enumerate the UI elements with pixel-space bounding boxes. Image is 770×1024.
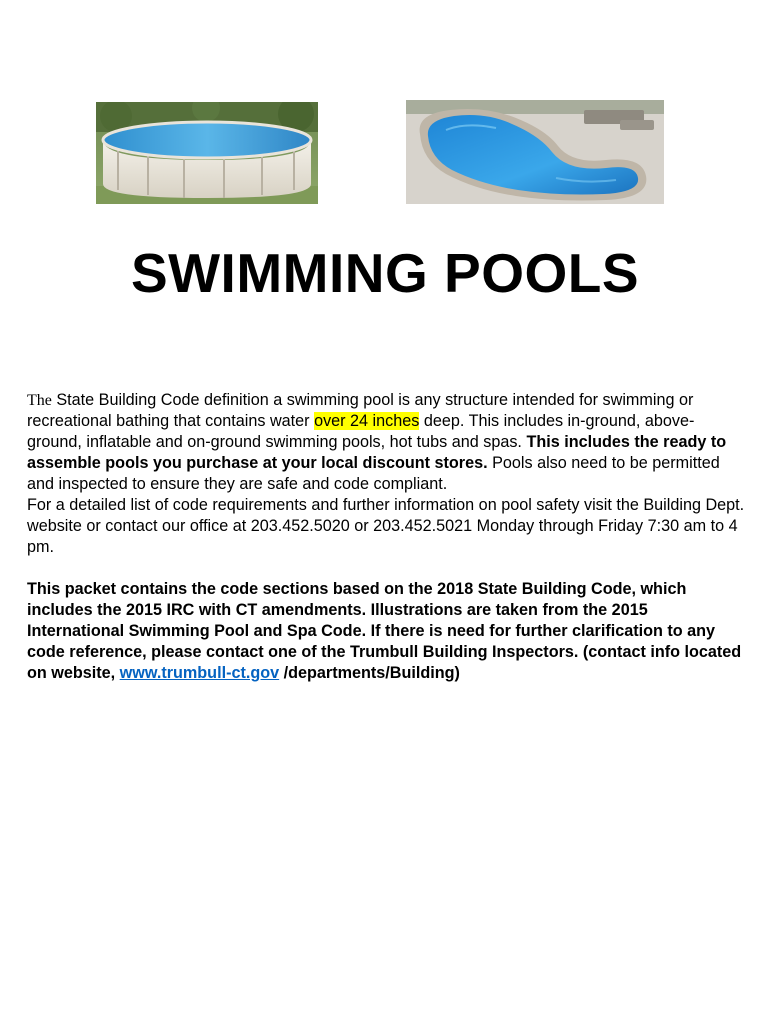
page-title: SWIMMING POOLS: [130, 242, 640, 304]
intro-text-3: Pools also need to be permitted and inspected to ensure they are safe and code compliant.: [27, 454, 720, 493]
above-ground-pool-photo: [96, 102, 318, 204]
body-text: [27, 390, 747, 684]
intro-paragraph: [27, 390, 747, 495]
intro-bold-text: This includes the ready to assemble pools you purchase at your local discount stores.: [27, 433, 727, 472]
website-link[interactable]: www.trumbull-ct.gov: [119, 664, 280, 682]
intro-text-2: deep. This includes in-ground, above-ground, inflatable and on-ground swimming pools, hot tubs and spas.: [27, 412, 695, 451]
packet-text: This packet contains the code sections based on the 2018 State Building Code, which includes the 2015 IRC with CT amendments. Illustrations are taken from the 2015 International Swimming Pool and Spa Code. If there is need for further clarification to any code reference, please contact one of the Trumbull Building Inspectors. (contact info located on website,: [27, 580, 742, 682]
contact-paragraph: For a detailed list of code requirements and further information on pool safety visit the Building Dept. website or contact our office at 203.452.5020 or 203.452.5021 Monday through Friday 7:30 am to 4 pm.: [27, 496, 745, 556]
intro-first-word: The: [27, 392, 52, 409]
depth-highlight: over 24 inches: [314, 412, 420, 430]
in-ground-kidney-pool-photo: [406, 100, 664, 204]
packet-text-after: /departments/Building): [279, 664, 460, 682]
intro-text-1: State Building Code definition a swimming pool is any structure intended for swimming or recreational bathing that contains water: [27, 391, 694, 430]
packet-paragraph: [27, 579, 747, 684]
